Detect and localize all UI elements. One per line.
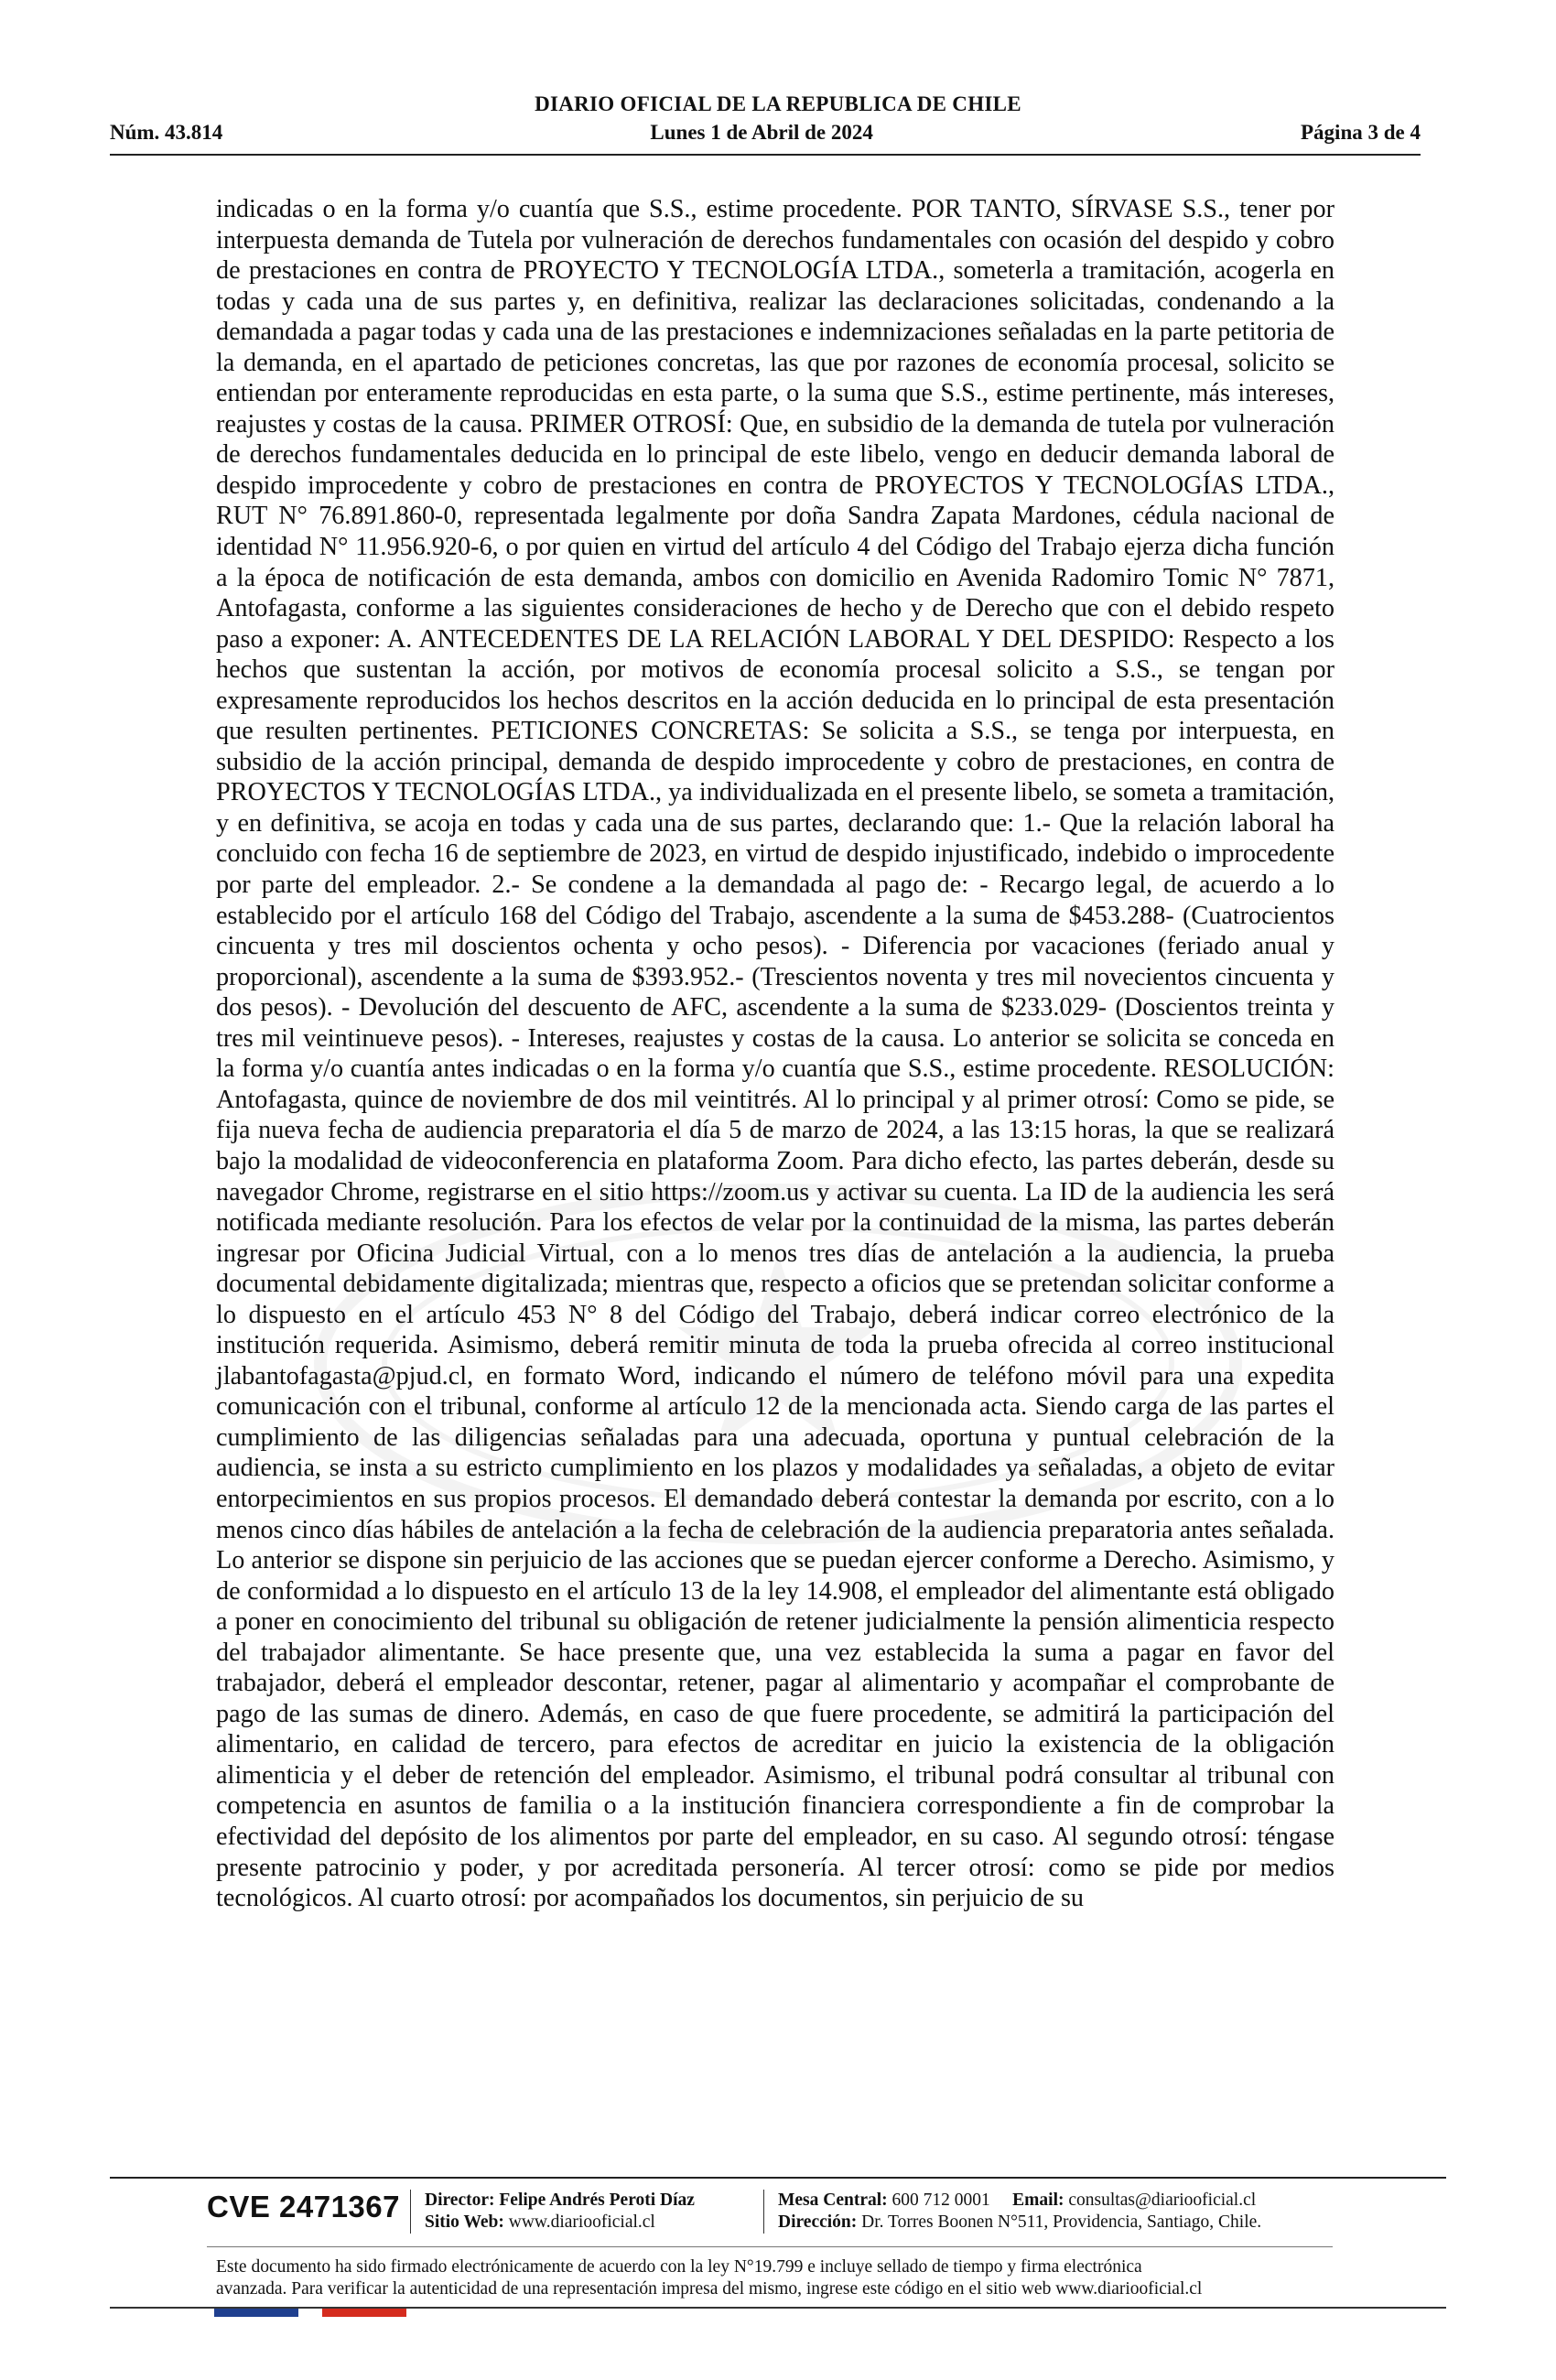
footer-inner-divider bbox=[207, 2246, 1333, 2247]
flag-red-band bbox=[322, 2309, 406, 2317]
director-name: Felipe Andrés Peroti Díaz bbox=[499, 2191, 695, 2210]
phone-label: Mesa Central: bbox=[778, 2191, 888, 2210]
page-number: Página 3 de 4 bbox=[1301, 121, 1421, 144]
footer-separator bbox=[763, 2190, 764, 2234]
body-paragraph: indicadas o en la forma y/o cuantía que S.S., estime procedente. POR TANTO, SÍRVASE S.S., tener por interpuesta demanda de Tutela por vulneración de derechos fundamentales con ocasión del despido y cobro de prestaciones en contra de PROYECTO Y TECNOLOGÍA LTDA., someterla a tramitación, acogerla en todas y cada una de sus partes y, en definitiva, realizar las declaraciones solicitadas, condenando a la demandada a pagar todas y cada una de las prestaciones e indemnizaciones señaladas en la parte petitoria de la demanda, en el apartado de peticiones concretas, las que por razones de economía procesal, solicito se entiendan por enteramente reproducidas en esta parte, o la suma que S.S., estime pertinente, más intereses, reajustes y costas de la causa. PRIMER OTROSÍ: Que, en subsidio de la demanda de tutela por vulneración de derechos fundamentales deducida en lo principal de este libelo, vengo en deducir demanda laboral de despido improcedente y cobro de prestaciones en contra de PROYECTOS Y TECNOLOGÍAS LTDA., RUT N° 76.891.860-0, representada legalmente por doña Sandra Zapata Mardones, cédula nacional de identidad N° 11.956.920-6, o por quien en virtud del artículo 4 del Código del Trabajo ejerza dicha función a la época de notificación de esta demanda, ambos con domicilio en Avenida Radomiro Tomic N° 7871, Antofagasta, conforme a las siguientes consideraciones de hecho y de Derecho que con el debido respeto paso a exponer: A. ANTECEDENTES DE LA RELACIÓN LABORAL Y DEL DESPIDO: Respecto a los hechos que sustentan la acción, por motivos de economía procesal solicito a S.S., se tengan por expresamente reproducidos los hechos descritos en la acción deducida en lo principal de esta presentación que resulten pertinentes. PETICIONES CONCRETAS: Se solicita a S.S., se tenga por interpuesta, en subsidio de la acción principal, demanda de despido improcedente y cobro de prestaciones, en contra de PROYECTOS Y TECNOLOGÍAS LTDA., ya individualizada en el presente libelo, se someta a tramitación, y en definitiva, se acoja en todas y cada una de sus partes, declarando que: 1.- Que la relación laboral ha concluido con fecha 16 de septiembre de 2023, en virtud de despido injustificado, indebido o improcedente por parte del empleador. 2.- Se condene a la demandada al pago de: - Recargo legal, de acuerdo a lo establecido por el artículo 168 del Código del Trabajo, ascendente a la suma de $453.288- (Cuatrocientos cincuenta y tres mil doscientos ochenta y ocho pesos). - Diferencia por vacaciones (feriado anual y proporcional), ascendente a la suma de $393.952.- (Trescientos noventa y tres mil novecientos cincuenta y dos pesos). - Devolución del descuento de AFC, ascendente a la suma de $233.029- (Doscientos treinta y tres mil veintinueve pesos). - Intereses, reajustes y costas de la causa. Lo anterior se solicita se conceda en la forma y/o cuantía antes indicadas o en la forma y/o cuantía que S.S., estime procedente. RESOLUCIÓN: Antofagasta, quince de noviembre de dos mil veintitrés. Al lo principal y al primer otrosí: Como se pide, se fija nueva fecha de audiencia preparatoria el día 5 de marzo de 2024, a las 13:15 horas, la que se realizará bajo la modalidad de videoconferencia en plataforma Zoom. Para dicho efecto, las partes deberán, desde su navegador Chrome, registrarse en el sitio https://zoom.us y activar su cuenta. La ID de la audiencia les será notificada mediante resolución. Para los efectos de velar por la continuidad de la misma, las partes deberán ingresar por Oficina Judicial Virtual, con a lo menos tres días de antelación a la audiencia, la prueba documental debidamente digitalizada; mientras que, respecto a oficios que se pretendan solicitar conforme a lo dispuesto en el artículo 453 N° 8 del Código del Trabajo, deberá indicar correo electrónico de la institución requerida. Asimismo, deberá remitir minuta de toda la prueba ofrecida al correo institucional jlabantofagasta@pjud.cl, en formato Word, indicando el número de teléfono móvil para una expedita comunicación con el tribunal, conforme al artículo 12 de la mencionada acta. Siendo carga de las partes el cumplimiento de las diligencias señaladas para una adecuada, oportuna y puntual celebración de la audiencia, se insta a su estricto cumplimiento en los plazos y modalidades ya señaladas, a objeto de evitar entorpecimientos en sus propios procesos. El demandado deberá contestar la demanda por escrito, con a lo menos cinco días hábiles de antelación a la fecha de celebración de la audiencia preparatoria antes señalada. Lo anterior se dispone sin perjuicio de las acciones que se puedan ejercer conforme a Derecho. Asimismo, y de conformidad a lo dispuesto en el artículo 13 de la ley 14.908, el empleador del alimentante está obligado a poner en conocimiento del tribunal su obligación de retener judicialmente la pensión alimenticia respecto del trabajador alimentante. Se hace presente que, una vez establecida la suma a pagar en favor del trabajador, deberá el empleador descontar, retener, pagar al alimentario y acompañar el comprobante de pago de las sumas de dinero. Además, en caso de que fuere procedente, se admitirá la participación del alimentario, en calidad de tercero, para efectos de acreditar en juicio la existencia de la obligación alimenticia y el deber de retención del empleador. Asimismo, el tribunal podrá consultar al tribunal con competencia en asuntos de familia o a la institución financiera correspondiente a fin de comprobar la efectividad del depósito de los alimentos por parte del empleador, en su caso. Al segundo otrosí: téngase presente patrocinio y poder, y por acreditada personería. Al tercer otrosí: como se pide por medios tecnológicos. Al cuarto otrosí: por acompañados los documentos, sin perjuicio de su bbox=[216, 195, 1334, 1913]
gazette-title: DIARIO OFICIAL DE LA REPUBLICA DE CHILE bbox=[535, 92, 1021, 115]
cve-code: CVE 2471367 bbox=[207, 2190, 400, 2223]
site-label: Sitio Web: bbox=[425, 2212, 504, 2232]
flag-white-band bbox=[298, 2309, 322, 2317]
issue-number: Núm. 43.814 bbox=[110, 121, 223, 144]
document-body bbox=[216, 194, 1334, 1914]
footer-divider bbox=[110, 2177, 1446, 2179]
legal-line: avanzada. Para verificar la autenticidad de una representación impresa del mismo, ingrese este código en el sitio web www.diariooficial.cl bbox=[216, 2279, 1203, 2299]
header-row bbox=[110, 121, 1421, 145]
phone-value: 600 712 0001 bbox=[891, 2191, 990, 2210]
address-value: Dr. Torres Boonen N°511, Providencia, Santiago, Chile. bbox=[861, 2212, 1262, 2232]
site-link[interactable]: www.diariooficial.cl bbox=[508, 2212, 655, 2232]
email-label: Email: bbox=[1012, 2191, 1064, 2210]
page-bottom-rule bbox=[110, 2307, 1446, 2309]
legal-notice bbox=[216, 2256, 1333, 2300]
footer-separator bbox=[410, 2190, 411, 2234]
flag-blue-band bbox=[214, 2309, 298, 2317]
email-link[interactable]: consultas@diariooficial.cl bbox=[1068, 2191, 1257, 2210]
chile-flag-stripe bbox=[214, 2309, 406, 2317]
footer-director-block bbox=[425, 2190, 695, 2234]
footer-contact-block bbox=[778, 2190, 1261, 2234]
address-label: Dirección: bbox=[778, 2212, 858, 2232]
header-divider bbox=[110, 154, 1421, 156]
legal-line: Este documento ha sido firmado electrónicamente de acuerdo con la ley N°19.799 e incluye sellado de tiempo y firma electrónica bbox=[216, 2257, 1142, 2277]
director-label: Director: bbox=[425, 2191, 495, 2210]
issue-date: Lunes 1 de Abril de 2024 bbox=[650, 121, 873, 144]
